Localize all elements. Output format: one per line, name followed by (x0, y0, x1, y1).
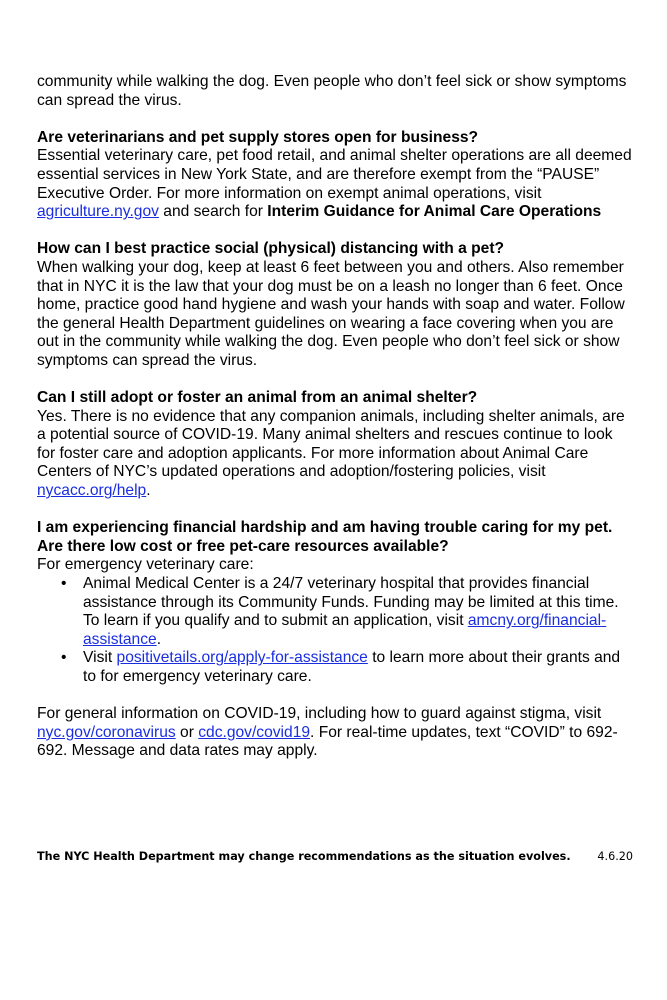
list-item (83, 575, 633, 649)
nycacc-link[interactable]: nycacc.org/help (37, 482, 147, 500)
cdc-covid-link[interactable]: cdc.gov/covid19 (198, 723, 311, 741)
bullet1-end: . (156, 630, 162, 648)
general-text2: . For real-time updates, text “COVID” to 692-692. Message and data rates may apply. (37, 723, 618, 760)
question-hardship: I am experiencing financial hardship and am having trouble caring for my pet. Are there low cost or free pet-care resources available? (37, 519, 613, 555)
amcny-link[interactable]: amcny.org/financial-assistance (83, 612, 607, 648)
list-item (83, 649, 633, 686)
page-footer (37, 850, 633, 863)
interim-guidance-title: Interim Guidance for Animal Care Operations (267, 203, 602, 221)
bullet1-text: Animal Medical Center is a 24/7 veterinary hospital that provides financial assistance through its Community Funds. Funding may be limited at this time. To learn if you qualify and to submit an application, visit (83, 575, 619, 630)
footer-note: The NYC Health Department may change recommendations as the situation evolves. (37, 850, 571, 863)
positivetails-link[interactable]: positivetails.org/apply-for-assistance (116, 649, 368, 667)
answer-vets (37, 147, 633, 221)
question-distancing: How can I best practice social (physical) distancing with a pet? (37, 240, 505, 258)
hardship-list (37, 575, 633, 687)
answer-adopt-text: Yes. There is no evidence that any companion animals, including shelter animals, are a potential source of COVID-19. Many animal shelters and rescues continue to look for foster care and adoption applicants. For more information about Animal Care Centers of NYC’s updated operations and adoption/fostering policies, visit (37, 407, 625, 481)
hardship-lead: For emergency veterinary care: (37, 556, 254, 574)
question-vets: Are veterinarians and pet supply stores open for business? (37, 128, 479, 146)
general-or: or (175, 723, 199, 741)
intro-paragraph: community while walking the dog. Even people who don’t feel sick or show symptoms can spread the virus. (37, 73, 627, 109)
general-info (37, 705, 633, 761)
answer-distancing: When walking your dog, keep at least 6 feet between you and others. Also remember that in NYC it is the law that your dog must be on a leash no longer than 6 feet. Once home, practice good hand hygiene and wash your hands with soap and water. Follow the general Health Department guidelines on wearing a face covering when you are out in the community while walking the dog. Even people who don’t feel sick or show symptoms can spread the virus. (37, 258, 625, 369)
document-body (37, 73, 633, 761)
question-adopt: Can I still adopt or foster an animal from an animal shelter? (37, 389, 478, 407)
general-text1: For general information on COVID-19, including how to guard against stigma, visit (37, 705, 602, 723)
agriculture-link[interactable]: agriculture.ny.gov (37, 203, 159, 221)
nyc-coronavirus-link[interactable]: nyc.gov/coronavirus (37, 723, 176, 741)
answer-vets-after: and search for (158, 203, 268, 221)
answer-adopt-end: . (146, 482, 151, 500)
bullet2-end: to learn more about their grants and to for emergency veterinary care. (83, 649, 621, 685)
answer-adopt (37, 408, 633, 501)
bullet2-start: Visit (83, 649, 117, 667)
footer-date: 4.6.20 (597, 850, 633, 863)
answer-vets-text: Essential veterinary care, pet food retail, and animal shelter operations are all deemed essential services in New York State, and are therefore exempt from the “PAUSE” Executive Order. For more information on exempt animal operations, visit (37, 147, 632, 202)
